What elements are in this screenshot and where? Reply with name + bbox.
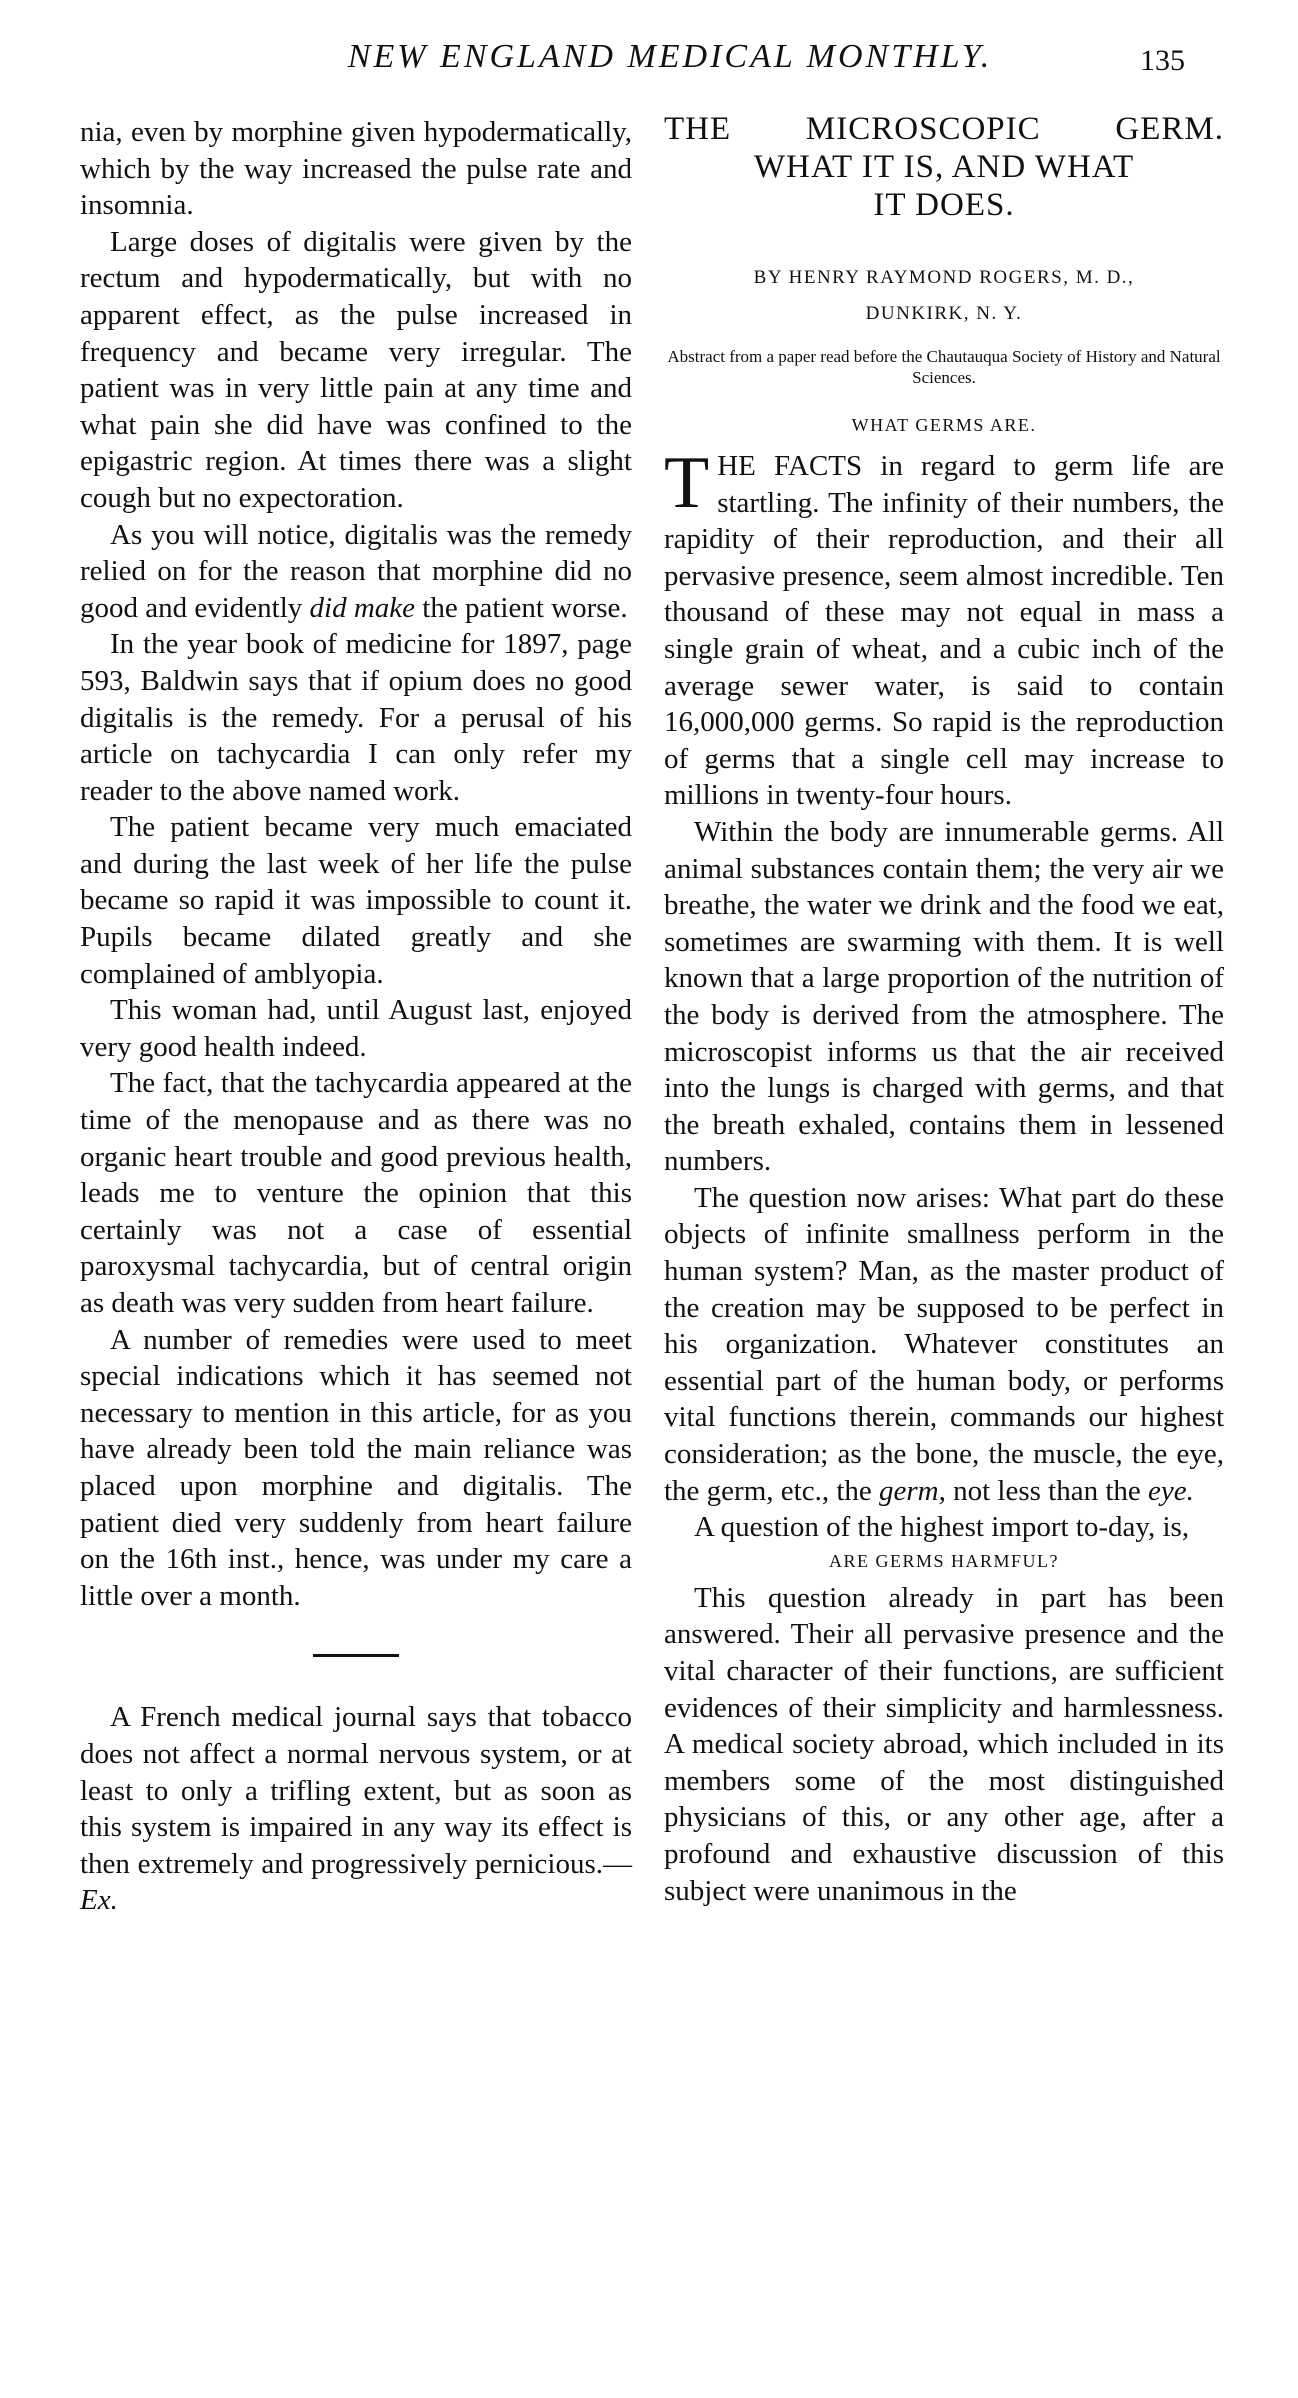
emphasis-text: eye. [1148,1474,1194,1507]
right-column [664,110,1224,1909]
paragraph [664,442,1224,814]
paragraph: In the year book of medicine for 1897, page 593, Baldwin says that if opium does no good digitalis is the remedy. For a perusal of his article on tachycardia I can only refer my reader to the above named work. [80,628,632,807]
paragraph-text: The question now arises: What part do these objects of infinite smallness perform in the human system? Man, as the master product of the creation may be supposed to be perfect in his organization. Whatever constitutes an essential part of the human body, or performs vital functions therein, commands our highest consideration; as the bone, the muscle, the eye, the germ, etc., the [664,1181,1224,1507]
article-title [664,110,1224,224]
paragraph [80,517,632,627]
paragraph: The fact, that the tachycardia appeared at the time of the menopause and as there was no organic heart trouble and good previous health, leads me to venture the opinion that this certainly was not a case of essential paroxysmal tachycardia, but of central origin as death was very sudden from heart failure. [80,1067,632,1319]
news-source: Ex. [80,1884,118,1917]
left-column [80,114,632,1919]
paragraph-text: the patient worse. [422,591,628,624]
emphasis-text: germ, [879,1474,946,1507]
running-title: NEW ENGLAND MEDICAL MONTHLY. [347,38,993,75]
paragraph: A question of the highest import to-day, is, [694,1511,1190,1544]
page-number: 135 [1140,44,1185,77]
byline [664,260,1224,332]
paragraph: This woman had, until August last, enjoyed very good health indeed. [80,994,632,1063]
section-heading: ARE GERMS HARMFUL? [828,1550,1060,1571]
section-heading: WHAT GERMS ARE. [851,415,1037,435]
paragraph: This question already in part has been answered. Their all pervasive presence and the vital character of their functions, are sufficient evidences of their simplicity and harmlessness. A medical society abroad, which included in its members some of the most distinguished physicians of this, or any other age, after a profound and exhaustive discussion of this subject were unanimous in the [664,1581,1224,1907]
news-item-text: A French medical journal says that tobacco does not affect a normal nervous system, or at least to only a trifling extent, but as soon as this system is impaired in any way its effect is then extremely and progressively pernicious.— [80,1701,632,1880]
news-item [80,1699,632,1919]
author-location: DUNKIRK, N. Y. [865,303,1023,324]
paragraph: A number of remedies were used to meet special indications which it has seemed not necessary to mention in this article, for as you have already been told the main reliance was placed upon morphine and digitalis. The patient died very suddenly from heart failure on the 16th inst., hence, was under my care a little over a month. [80,1323,632,1612]
paragraph: nia, even by morphine given hypodermatically, which by the way increased the pulse rate and insomnia. [80,116,632,222]
title-line: WHAT IT IS, AND WHAT [753,149,1135,185]
paragraph: Within the body are innumerable germs. All animal substances contain them; the very air we breathe, the water we drink and the food we eat, sometimes are swarming with them. It is well known that a large proportion of the nutrition of the body is derived from the atmosphere. The microscopist informs us that the air received into the lungs is charged with germs, and that the breath exhaled, contains them in lessened numbers. [664,815,1224,1178]
paragraph [664,1180,1224,1509]
abstract-note: Abstract from a paper read before the Chautauqua Society of History and Natural Sciences. [667,347,1221,387]
paragraph-text: not less than the [953,1474,1141,1507]
paragraph-text: HE FACTS in regard to germ life are startling. The infinity of their numbers, the rapidity of their reproduction, and their all pervasive presence, seem almost incredible. Ten thousand of these may not equal in mass a single grain of wheat, and a cubic inch of the average sewer water, is said to contain 16,000,000 germs. So rapid is the reproduction of germs that a single cell may increase to millions in twenty-four hours. [664,450,1224,812]
drop-cap: T [664,442,710,524]
emphasis-text: did make [309,591,416,624]
author-name: BY HENRY RAYMOND ROGERS, M. D., [753,267,1135,288]
paragraph: The patient became very much emaciated and during the last week of her life the pulse became so rapid it was impossible to count it. Pupils became dilated greatly and she complained of amblyopia. [80,811,632,990]
paragraph-text: As you will notice, digitalis was the remedy relied on for the reason that morphine did no good and evidently [80,518,632,624]
title-line: THE MICROSCOPIC GERM. [664,111,1224,147]
section-divider [313,1654,399,1657]
paragraph: Large doses of digitalis were given by the rectum and hypodermatically, but with no apparent effect, as the pulse increased in frequency and became very irregular. The patient was in very little pain at any time and what pain she did have was confined to the epigastric region. At times there was a slight cough but no expectoration. [80,225,632,514]
title-line: IT DOES. [873,187,1015,223]
